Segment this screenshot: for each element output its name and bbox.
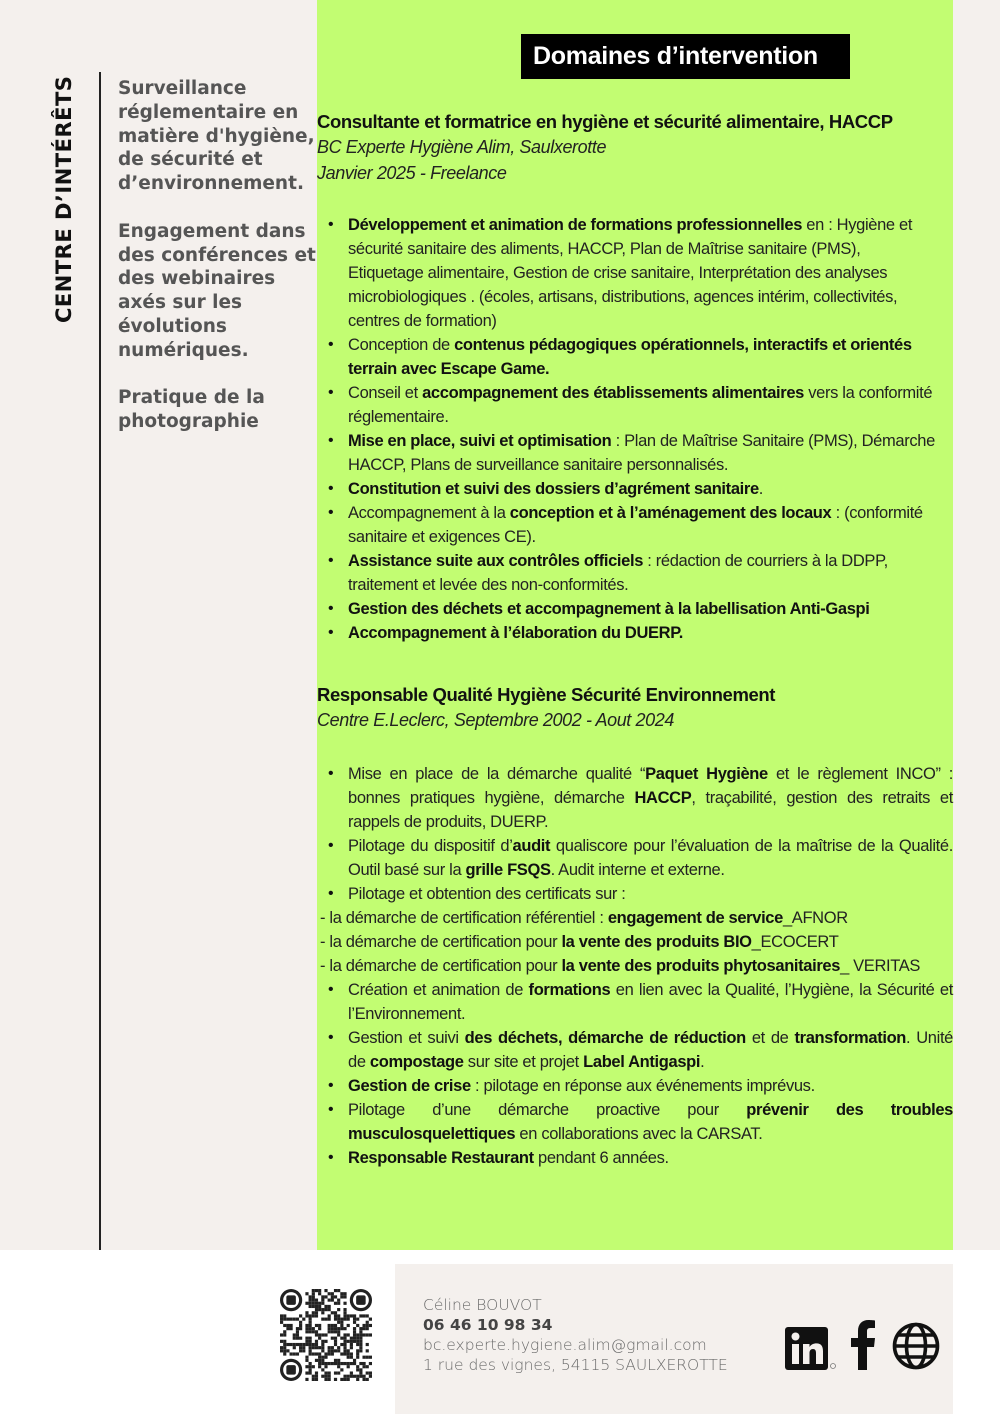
interests-heading: CENTRE D’INTÉRÊTS — [52, 75, 76, 323]
duty-item: • Conception de contenus pédagogiques opérationnels, interactifs et orientés terrain avec Escape Game. — [317, 333, 937, 381]
duty-item: • Mise en place de la démarche qualité “Paquet Hygiène et le règlement INCO” : bonnes pratiques hygiène, démarche HACCP, traçabilité, gestion des retraits et rappels de produits, DUERP. — [317, 762, 953, 834]
emphasis-text: accompagnement des établissements alimentaires — [422, 384, 805, 402]
duty-item: • Pilotage d’une démarche proactive pour prévenir des troubles musculosquelettiques en collaborations avec la CARSAT. — [317, 1098, 953, 1146]
duty-item: • Assistance suite aux contrôles officiels : rédaction de courriers à la DDPP, traitement et levée des non-conformités. — [317, 549, 937, 597]
emphasis-text: Responsable Restaurant — [348, 1149, 534, 1167]
duty-item: • Gestion de crise : pilotage en réponse aux événements imprévus. — [317, 1074, 953, 1098]
emphasis-text: Gestion des déchets et accompagnement à la labellisation Anti-Gaspi — [348, 600, 870, 618]
contact-phone[interactable]: 06 46 10 98 34 — [423, 1316, 553, 1334]
certification-item: - la démarche de certification pour la vente des produits phytosanitaires_ VERITAS — [320, 957, 921, 975]
duty-item: • Pilotage et obtention des certificats sur : — [317, 882, 953, 906]
job-duties — [317, 213, 937, 645]
emphasis-text: Assistance suite aux contrôles officiels — [348, 552, 644, 570]
linkedin-icon[interactable] — [785, 1324, 840, 1375]
duty-item: • Création et animation de formations en lien avec la Qualité, l’Hygiène, la Sécurité et l’Environnement. — [317, 978, 953, 1026]
job-entry — [317, 683, 953, 1170]
emphasis-text: grille FSQS — [465, 861, 551, 879]
job-company: BC Experte Hygiène Alim, Saulxerotte — [317, 137, 607, 157]
emphasis-text: audit — [512, 837, 551, 855]
duty-item: • Constitution et suivi des dossiers d’agrément sanitaire. — [317, 477, 937, 501]
emphasis-text: conception et à l’aménagement des locaux — [509, 504, 832, 522]
emphasis-text: la vente des produits phytosanitaires — [561, 957, 841, 975]
job-entry — [317, 110, 953, 645]
emphasis-text: Accompagnement à l’élaboration du DUERP. — [348, 624, 684, 642]
contact-address: 1 rue des vignes, 54115 SAULXEROTTE — [423, 1356, 728, 1374]
duty-item: • Développement et animation de formations professionnelles en : Hygiène et sécurité sanitaire des aliments, HACCP, Plan de Maîtrise sanitaire (PMS), Etiquetage alimentaire, Gestion de crise sanitaire, Interprétation des analyses microbiologiques . (écoles, artisans, distributions, agences intérim, collectivités, centres de formation) — [317, 213, 937, 333]
job-title: Consultante et formatrice en hygiène et sécurité alimentaire, HACCP — [317, 111, 893, 132]
certification-item: - la démarche de certification pour la vente des produits BIO_ECOCERT — [320, 933, 839, 951]
interests-list — [118, 77, 323, 458]
duty-item: • Accompagnement à la conception et à l’aménagement des locaux : (conformité sanitaire et exigences CE). — [317, 501, 937, 549]
duty-item: • Responsable Restaurant pendant 6 années. — [317, 1146, 953, 1170]
globe-icon[interactable] — [892, 1322, 940, 1375]
emphasis-text: transformation — [794, 1029, 907, 1047]
duty-item — [317, 621, 937, 645]
emphasis-text: prévenir des troubles musculosquelettiques — [348, 1101, 953, 1143]
facebook-icon[interactable] — [850, 1320, 876, 1375]
duty-item: • Pilotage du dispositif d’audit qualiscore pour l’évaluation de la maîtrise de la Qualité. Outil basé sur la grille FSQS. Audit interne et externe. — [317, 834, 953, 882]
contact-email[interactable]: bc.experte.hygiene.alim@gmail.com — [423, 1336, 707, 1354]
emphasis-text: formations — [528, 981, 611, 999]
qr-code-icon[interactable] — [280, 1289, 372, 1381]
emphasis-text: des déchets, démarche de réduction — [464, 1029, 746, 1047]
interest-item: Pratique de la photographie — [118, 387, 265, 433]
emphasis-text: Paquet Hygiène — [645, 765, 768, 783]
emphasis-text: engagement de service — [607, 909, 783, 927]
interest-item: Engagement dans des conférences et des webinaires axés sur les évolutions numériques. — [118, 220, 316, 361]
sidebar-divider — [99, 72, 101, 1250]
emphasis-text: compostage — [369, 1053, 464, 1071]
section-title: Domaines d’intervention — [521, 34, 850, 79]
contact-name: Céline BOUVOT — [423, 1296, 542, 1314]
duty-item: • Mise en place, suivi et optimisation : Plan de Maîtrise Sanitaire (PMS), Démarche HACCP, Plans de surveillance sanitaire personnalisés. — [317, 429, 937, 477]
duty-item: • Gestion et suivi des déchets, démarche de réduction et de transformation. Unité de compostage sur site et projet Label Antigaspi. — [317, 1026, 953, 1074]
job-duties — [317, 762, 953, 1170]
job-title: Responsable Qualité Hygiène Sécurité Environnement — [317, 684, 776, 705]
emphasis-text: Mise en place, suivi et optimisation — [348, 432, 612, 450]
duty-item — [317, 597, 937, 621]
job-company: Centre E.Leclerc, Septembre 2002 - Aout 2024 — [317, 710, 674, 730]
emphasis-text: HACCP — [634, 789, 692, 807]
emphasis-text: Développement et animation de formations professionnelles — [348, 216, 803, 234]
job-period: Janvier 2025 - Freelance — [317, 163, 507, 183]
certification-item: - la démarche de certification référentiel : engagement de service_AFNOR — [320, 909, 848, 927]
emphasis-text: Constitution et suivi des dossiers d’agrément sanitaire — [348, 480, 759, 498]
social-links — [785, 1325, 940, 1375]
emphasis-text: la vente des produits BIO — [561, 933, 752, 951]
emphasis-text: Label Antigaspi — [583, 1053, 701, 1071]
interest-item: Surveillance réglementaire en matière d'hygiène, de sécurité et d’environnement. — [118, 78, 315, 195]
emphasis-text: Gestion de crise — [348, 1077, 471, 1095]
contact-info — [423, 1295, 728, 1375]
emphasis-text: contenus pédagogiques opérationnels, interactifs et orientés terrain avec Escape Game. — [348, 336, 912, 378]
duty-item: • Conseil et accompagnement des établissements alimentaires vers la conformité réglementaire. — [317, 381, 937, 429]
